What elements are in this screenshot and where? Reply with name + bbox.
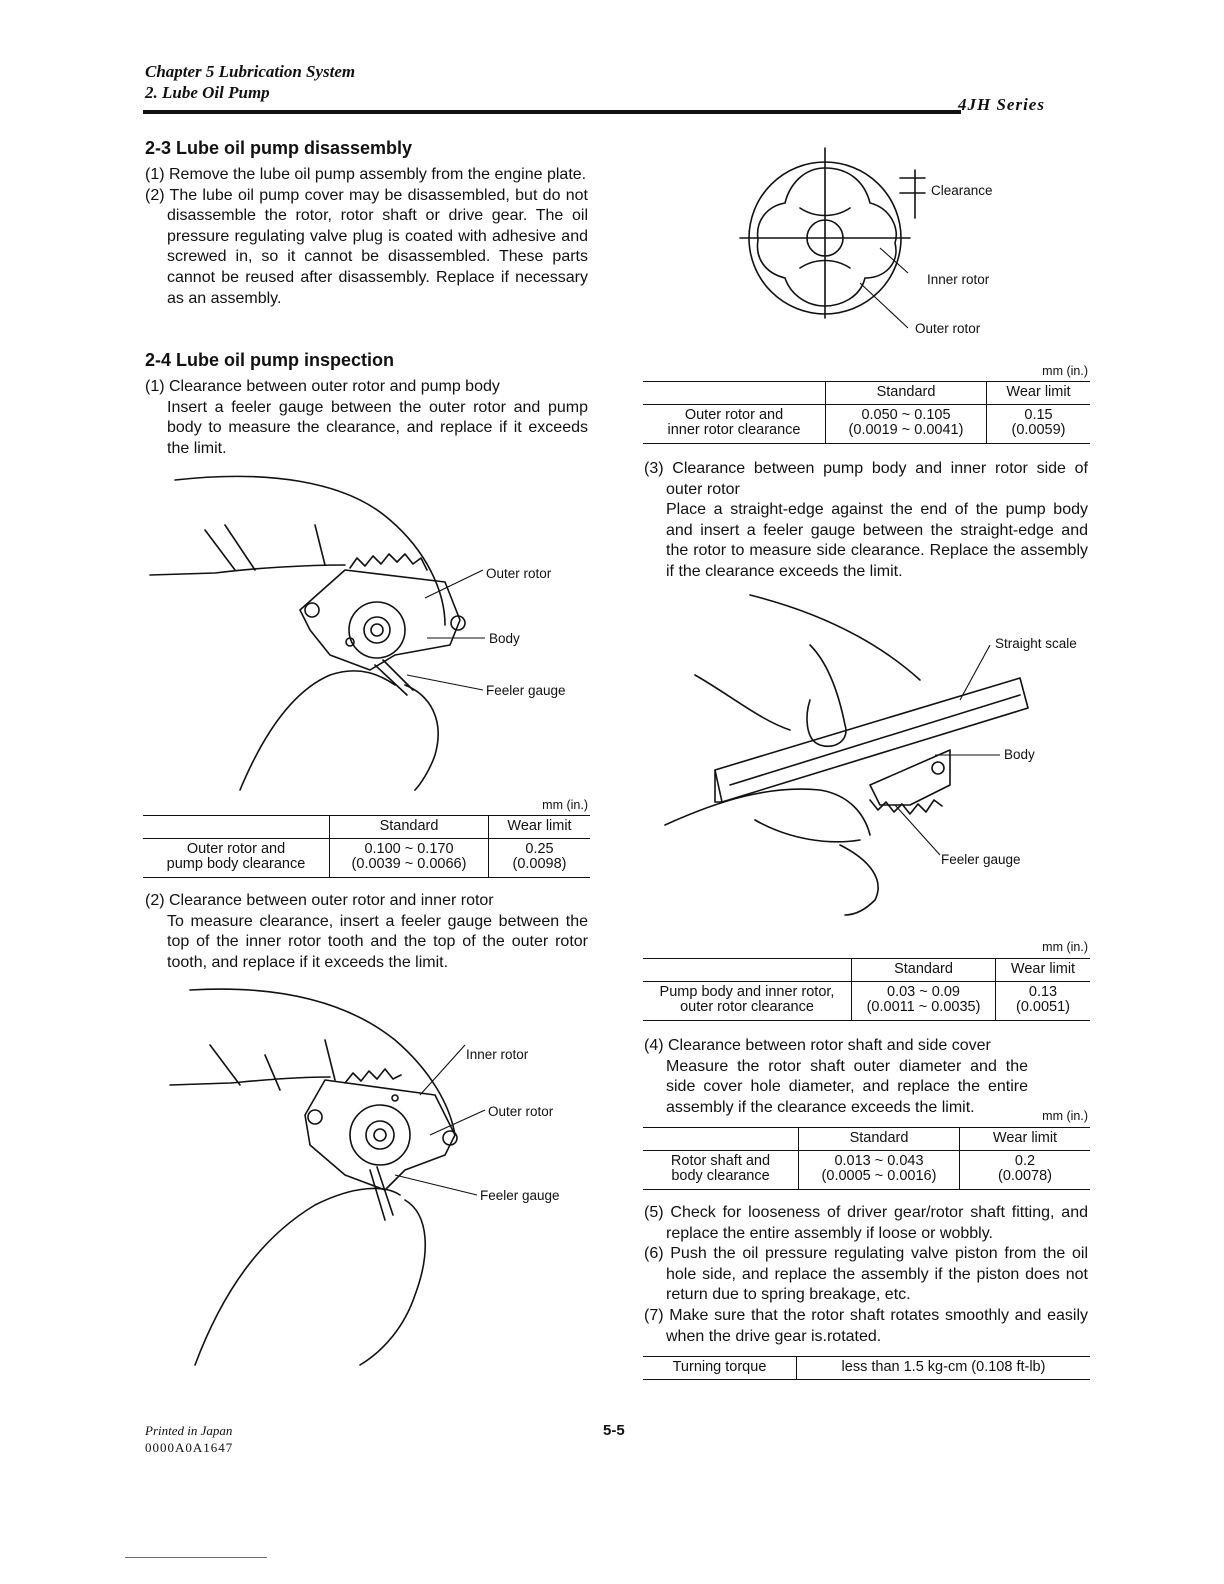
- item1-body: Insert a feeler gauge between the outer rotor and pump body to measure the clearance, and replace if it exceeds the limit.: [167, 398, 588, 457]
- item7: (7) Make sure that the rotor shaft rotates smoothly and easily when the drive gear is.rotated.: [644, 1306, 1088, 1345]
- footer-code: 0000A0A1647: [145, 1440, 234, 1455]
- header-rule: [143, 110, 961, 114]
- table4-header-blank: [643, 1128, 799, 1151]
- table1-header-standard: Standard: [330, 816, 489, 839]
- table1-unit: mm (in.): [542, 798, 588, 812]
- table2-unit: mm (in.): [1042, 364, 1088, 378]
- table1-row-standard: 0.100 ~ 0.170 (0.0039 ~ 0.0066): [330, 838, 489, 877]
- table-side-clearance: [643, 958, 1090, 1021]
- table1-row-limit: 0.25 (0.0098): [489, 838, 591, 877]
- table3-header-standard: Standard: [852, 959, 996, 982]
- inspection-item-1: [145, 377, 588, 459]
- item5: (5) Check for looseness of driver gear/rotor shaft fitting, and replace the entire assembly if loose or wobbly.: [644, 1204, 1088, 1242]
- table-shaft-clearance: [643, 1127, 1090, 1190]
- table-turning-torque: [643, 1356, 1090, 1380]
- table3-row-standard: 0.03 ~ 0.09 (0.0011 ~ 0.0035): [852, 981, 996, 1020]
- item2-body: To measure clearance, insert a feeler gauge between the top of the inner rotor tooth and the top of the outer rotor tooth, and replace if it exceeds the limit.: [167, 912, 588, 971]
- fig3-label-clearance: Clearance: [931, 183, 993, 198]
- table-body-clearance: [143, 815, 590, 878]
- disassembly-item-2: (2) The lube oil pump cover may be disassembled, but do not disassemble the rotor, rotor shaft or drive gear. The oil pressure regulating valve plug is coated with adhesive and screwed in, so it cannot be disassembled. These parts cannot be reused after disassembly. Replace if necessary as an assembly.: [145, 186, 588, 307]
- table2-header-wear-limit: Wear limit: [987, 382, 1091, 405]
- item6: (6) Push the oil pressure regulating valve piston from the oil hole side, and replace the assembly if the piston does not return due to spring breakage, etc.: [644, 1245, 1088, 1304]
- page-number: 5-5: [603, 1422, 625, 1439]
- item3-title: (3) Clearance between pump body and inner rotor side of outer rotor: [644, 460, 1088, 498]
- table2-header-blank: [643, 382, 826, 405]
- item4-title: (4) Clearance between rotor shaft and side cover: [644, 1037, 991, 1054]
- item4-body: Measure the rotor shaft outer diameter and the side cover hole diameter, and replace the entire assembly if the clearance exceeds the limit.: [666, 1057, 1028, 1116]
- fig1-label-body: Body: [489, 631, 520, 646]
- table4-unit: mm (in.): [1042, 1109, 1088, 1123]
- table3-header-wear-limit: Wear limit: [996, 959, 1091, 982]
- fig1-label-outer-rotor: Outer rotor: [486, 566, 552, 581]
- table5-value: less than 1.5 kg-cm (0.108 ft-lb): [797, 1357, 1091, 1380]
- fig2-label-outer-rotor: Outer rotor: [488, 1104, 554, 1119]
- chapter-title: Chapter 5 Lubrication System: [145, 62, 356, 81]
- fig3-label-inner-rotor: Inner rotor: [927, 272, 990, 287]
- fig2-label-inner-rotor: Inner rotor: [466, 1047, 529, 1062]
- item2-title: (2) Clearance between outer rotor and inner rotor: [145, 892, 494, 909]
- fig3-label-outer-rotor: Outer rotor: [915, 321, 981, 336]
- fig4-label-feeler-gauge: Feeler gauge: [941, 852, 1021, 867]
- fig1-label-feeler-gauge: Feeler gauge: [486, 683, 566, 698]
- table3-unit: mm (in.): [1042, 940, 1088, 954]
- inspection-item-4: [644, 1036, 1088, 1118]
- table4-row-standard: 0.013 ~ 0.043 (0.0005 ~ 0.0016): [799, 1150, 960, 1189]
- table3-header-blank: [643, 959, 852, 982]
- table4-row-label: Rotor shaft and body clearance: [643, 1150, 799, 1189]
- table4-header-wear-limit: Wear limit: [960, 1128, 1091, 1151]
- disassembly-item-1: (1) Remove the lube oil pump assembly from the engine plate.: [145, 166, 587, 183]
- table4-row-limit: 0.2 (0.0078): [960, 1150, 1091, 1189]
- table1-header-blank: [143, 816, 330, 839]
- table5-label: Turning torque: [643, 1357, 797, 1380]
- table3-row-label: Pump body and inner rotor, outer rotor clearance: [643, 981, 852, 1020]
- bottom-link-line: [125, 1557, 267, 1558]
- fig4-label-straight-scale: Straight scale: [995, 636, 1077, 651]
- footer-printed: Printed in Japan: [145, 1423, 233, 1438]
- table4-header-standard: Standard: [799, 1128, 960, 1151]
- table1-row-label: Outer rotor and pump body clearance: [143, 838, 330, 877]
- table1-header-wear-limit: Wear limit: [489, 816, 591, 839]
- heading-disassembly: 2-3 Lube oil pump disassembly: [145, 138, 413, 158]
- figure-rotor-diagram: [740, 148, 1000, 328]
- inspection-items-5-7: [644, 1203, 1088, 1347]
- inspection-item-3: [644, 459, 1088, 583]
- table2-row-label: Outer rotor and inner rotor clearance: [643, 404, 826, 443]
- table2-row-limit: 0.15 (0.0059): [987, 404, 1091, 443]
- section-title: 2. Lube Oil Pump: [145, 83, 270, 102]
- table-rotor-clearance: [643, 381, 1090, 444]
- table2-header-standard: Standard: [826, 382, 987, 405]
- disassembly-list: [145, 165, 588, 309]
- fig4-label-body: Body: [1004, 747, 1035, 762]
- fig2-label-feeler-gauge: Feeler gauge: [480, 1188, 560, 1203]
- table2-row-standard: 0.050 ~ 0.105 (0.0019 ~ 0.0041): [826, 404, 987, 443]
- series-label: 4JH Series: [958, 95, 1045, 114]
- figure-rotor-clearance: [145, 985, 585, 1370]
- heading-inspection: 2-4 Lube oil pump inspection: [145, 350, 395, 370]
- item1-title: (1) Clearance between outer rotor and pump body: [145, 378, 500, 395]
- table3-row-limit: 0.13 (0.0051): [996, 981, 1091, 1020]
- item3-body: Place a straight-edge against the end of the pump body and insert a feeler gauge between the straight-edge and the rotor to measure side clearance. Replace the assembly if the clearance exceeds the limit.: [666, 501, 1088, 580]
- inspection-item-2: [145, 891, 588, 973]
